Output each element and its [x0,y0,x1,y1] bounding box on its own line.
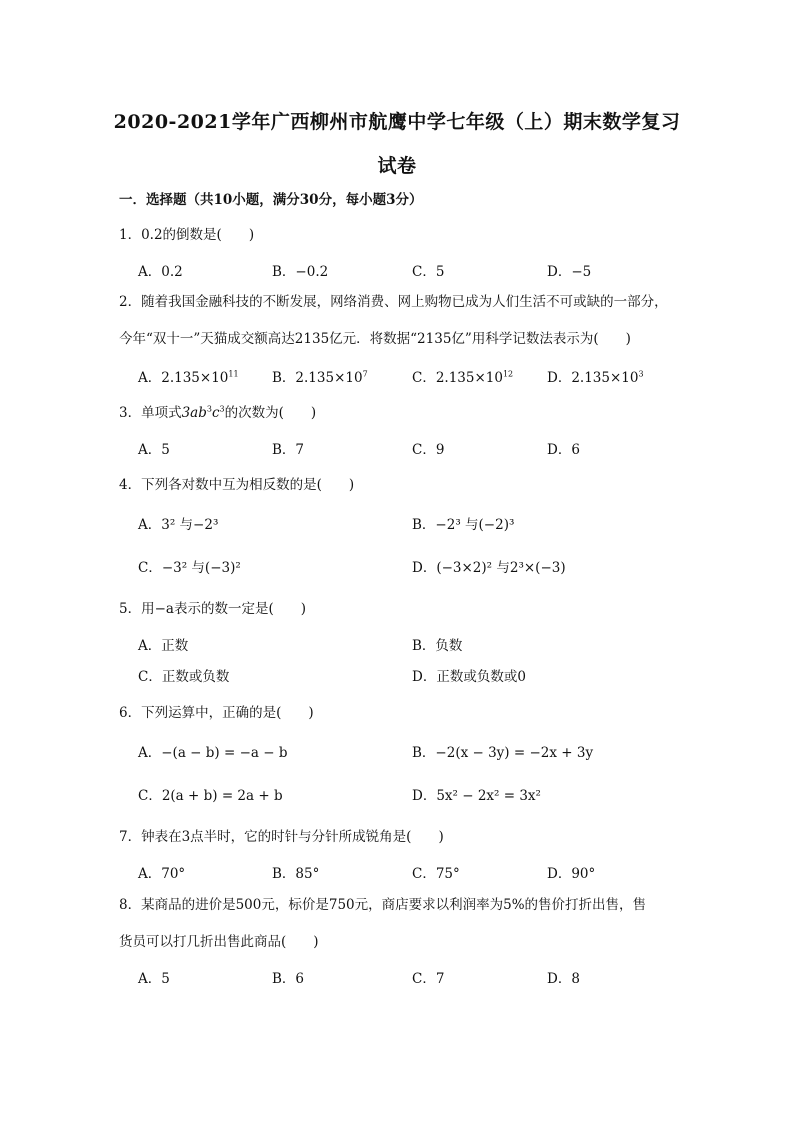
question-3-stem: 3．单项式$3ab^3c^3$的次数为( ) [119,404,317,421]
question-4-stem: 4．下列各对数中互为相反数的是( ) [119,477,355,493]
question-1-option-d: D．−5 [547,264,592,280]
question-8-option-d: D．8 [547,971,580,987]
question-5-option-a: A．正数 [138,638,189,654]
question-3-option-b: B．7 [272,442,305,458]
question-7-option-c: C．75° [412,866,460,882]
question-8-option-a: A．5 [138,971,170,987]
question-2-option-a: A．$2.135\times 10^{11}$ [138,369,239,386]
question-1-option-c: C．5 [412,264,445,280]
question-4-option-c: C．−3² 与(−3)² [138,560,241,576]
question-8-option-b: B．6 [272,971,305,987]
question-6-option-b: B．−2(x − 3y) = −2x + 3y [412,745,594,761]
question-2-option-b: B．$2.135\times 10^7$ [272,369,368,386]
question-3-option-d: D．6 [547,442,580,458]
question-8-option-c: C．7 [412,971,445,987]
question-8-stem-line2: 货员可以打几折出售此商品( ) [119,934,319,950]
question-6-stem: 6．下列运算中，正确的是( ) [119,705,314,721]
question-5-option-b: B．负数 [412,638,463,654]
question-2-option-c: C．$2.135\times 10^{12}$ [412,369,514,386]
question-4-option-a: A．3² 与−2³ [138,517,219,533]
question-7-option-d: D．90° [547,866,596,882]
question-4-option-d: D．(−3×2)² 与2³×(−3) [412,560,566,576]
question-5-option-c: C．正数或负数 [138,669,230,685]
question-4-option-b: B．−2³ 与(−2)³ [412,517,515,533]
question-6-option-a: A．−(a − b) = −a − b [138,745,288,761]
question-7-option-a: A．70° [138,866,186,882]
question-2-stem-line2: 今年“双十一”天猫成交额高达2135亿元．将数据“2135亿”用科学记数法表示为( ) [119,331,631,347]
question-3-option-c: C．9 [412,442,445,458]
section-heading: 一．选择题（共10小题，满分30分，每小题3分） [119,192,423,208]
question-5-option-d: D．正数或负数或0 [412,669,526,685]
question-6-option-d: D．5x² − 2x² = 3x² [412,788,541,804]
question-2-stem-line1: 2．随着我国金融科技的不断发展，网络消费、网上购物已成为人们生活不可或缺的一部分， [119,294,668,310]
page-title-line2: 试卷 [377,155,417,177]
question-6-option-c: C．2(a + b) = 2a + b [138,788,283,804]
question-8-stem-line1: 8．某商品的进价是500元，标价是750元，商店要求以利润率为5%的售价打折出售，售 [119,897,647,913]
question-1-stem: 1．0.2的倒数是( ) [119,227,255,243]
question-1-option-a: A．0.2 [138,264,183,280]
question-2-option-d: D．$2.135\times 10^3$ [547,369,644,386]
question-3-option-a: A．5 [138,442,170,458]
page-title-line1: 2020-2021学年广西柳州市航鹰中学七年级（上）期末数学复习 [113,111,681,133]
question-5-stem: 5．用−a表示的数一定是( ) [119,601,306,617]
question-7-option-b: B．85° [272,866,320,882]
question-7-stem: 7．钟表在3点半时，它的时针与分针所成锐角是( ) [119,829,444,845]
question-1-option-b: B．−0.2 [272,264,329,280]
